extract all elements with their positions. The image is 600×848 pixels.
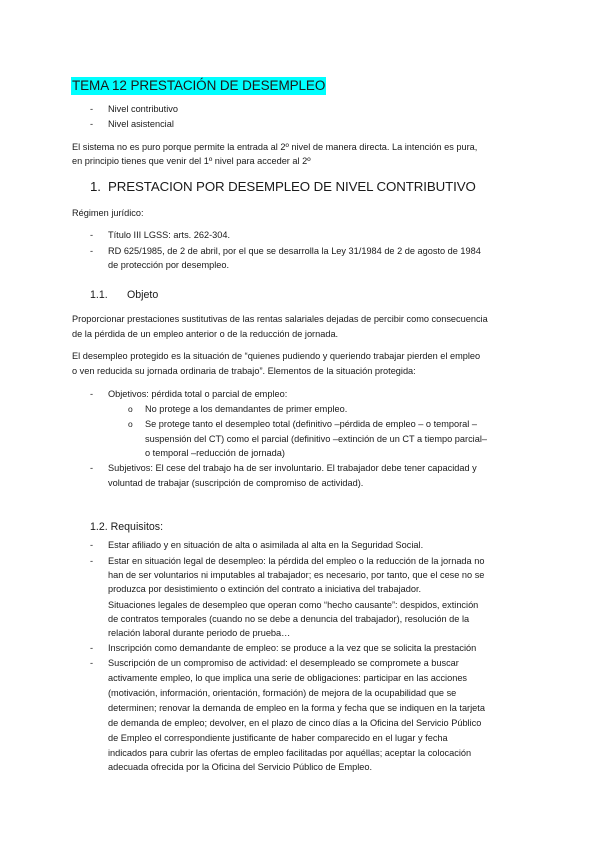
regimen-item: RD 625/1985, de 2 de abril, por el que se desarrolla la Ley 31/1984 de 2 de agosto de 1984 <box>108 246 481 256</box>
bullet-dash: - <box>90 658 94 668</box>
requisito-item-cont: indicados para cubrir las ofertas de empleo facilitadas por aquéllas; aceptar la colocación <box>108 748 472 758</box>
requisito-item-cont: (motivación, información, orientación, formación) de mejora de la ocupabilidad que se <box>108 688 457 698</box>
objeto-paragraph-line: o ven reducida su jornada ordinaria de trabajo”. Elementos de la situación protegida: <box>72 366 416 376</box>
regimen-label: Régimen jurídico: <box>72 208 144 218</box>
sub-item: Se protege tanto el desempleo total (definitivo –pérdida de empleo – o temporal – <box>145 419 477 429</box>
requisito-item: Inscripción como demandante de empleo: se produce a la vez que se solicita la prestación <box>108 643 477 653</box>
bullet-dash: - <box>90 119 94 129</box>
requisito-item-cont: han de ser voluntarios ni imputables al trabajador; es necesario, por tanto, que el cese no se <box>108 570 485 580</box>
bullet-dash: - <box>90 389 94 399</box>
bullet-dash: - <box>90 246 94 256</box>
requisito-item-cont: determinen; renovar la demanda de empleo en la forma y fecha que se indiquen en la tarjeta <box>108 703 485 713</box>
subjetivos-item: Subjetivos: El cese del trabajo ha de ser involuntario. El trabajador debe tener capacidad y <box>108 463 477 473</box>
bullet-dash: - <box>90 643 94 653</box>
requisito-item: Estar afiliado y en situación de alta o asimilada al alta en la Seguridad Social. <box>108 540 424 550</box>
intro-item: Nivel contributivo <box>108 104 178 114</box>
intro-paragraph-line: El sistema no es puro porque permite la entrada al 2º nivel de manera directa. La intención es pura, <box>72 142 478 152</box>
requisito-item-cont: de Empleo el correspondiente justificante de haber comparecido en el lugar y fecha <box>108 733 448 743</box>
document-title: TEMA 12 PRESTACIÓN DE DESEMPLEO <box>72 78 326 93</box>
requisito-item-cont: adecuada ofrecida por la Oficina del Servicio Público de Empleo. <box>108 762 373 772</box>
bullet-dash: - <box>90 230 94 240</box>
requisito-item-cont: Situaciones legales de desempleo que operan como “hecho causante”: despidos, extinción <box>108 600 479 610</box>
bullet-circle: o <box>128 419 133 429</box>
subjetivos-item-cont: voluntad de trabajar (suscripción de compromiso de actividad). <box>108 478 364 488</box>
sub-item-cont: suspensión del CT) como el parcial (definitivo –extinción de un CT a tiempo parcial– <box>145 434 487 444</box>
objeto-paragraph-line: de la pérdida de un empleo anterior o de la reducción de jornada. <box>72 329 339 339</box>
bullet-circle: o <box>128 404 133 414</box>
intro-paragraph-line: en principio tienes que venir del 1º nivel para acceder al 2º <box>72 156 311 166</box>
section-heading: PRESTACION POR DESEMPLEO DE NIVEL CONTRIBUTIVO <box>108 179 476 194</box>
subsection-heading: Objeto <box>127 289 159 301</box>
subsection-heading: 1.2. Requisitos: <box>90 521 164 533</box>
bullet-dash: - <box>90 104 94 114</box>
subsection-number: 1.1. <box>90 289 108 301</box>
regimen-item-cont: de protección por desempleo. <box>108 260 230 270</box>
objetivos-item: Objetivos: pérdida total o parcial de empleo: <box>108 389 288 399</box>
requisito-item-cont: produzca por desistimiento o extinción del contrato a iniciativa del trabajador. <box>108 584 422 594</box>
intro-item: Nivel asistencial <box>108 119 174 129</box>
bullet-dash: - <box>90 556 94 566</box>
objeto-paragraph-line: Proporcionar prestaciones sustitutivas de las rentas salariales dejadas de percibir como consecuencia <box>72 314 488 324</box>
requisito-item: Estar en situación legal de desempleo: la pérdida del empleo o la reducción de la jornada no <box>108 556 485 566</box>
requisito-item-cont: de contratos temporales (cuando no se debe a denuncia del trabajador), resolución de la <box>108 614 470 624</box>
sub-item-cont: o temporal –reducción de jornada) <box>145 448 285 458</box>
requisito-item-cont: relación laboral durante periodo de prueba… <box>108 628 291 638</box>
regimen-item: Título III LGSS: arts. 262-304. <box>108 230 231 240</box>
requisito-item-cont: activamente empleo, lo que implica una serie de obligaciones: participar en las acciones <box>108 673 468 683</box>
requisito-item-cont: de demanda de empleo; devolver, en el plazo de cinco días a la Oficina del Servicio Público <box>108 718 482 728</box>
sub-item: No protege a los demandantes de primer empleo. <box>145 404 348 414</box>
section-number: 1. <box>90 179 101 194</box>
bullet-dash: - <box>90 463 94 473</box>
requisito-item: Suscripción de un compromiso de actividad: el desempleado se compromete a buscar <box>108 658 459 668</box>
objeto-paragraph-line: El desempleo protegido es la situación de “quienes pudiendo y queriendo trabajar pierden el empleo <box>72 351 481 361</box>
bullet-dash: - <box>90 540 94 550</box>
